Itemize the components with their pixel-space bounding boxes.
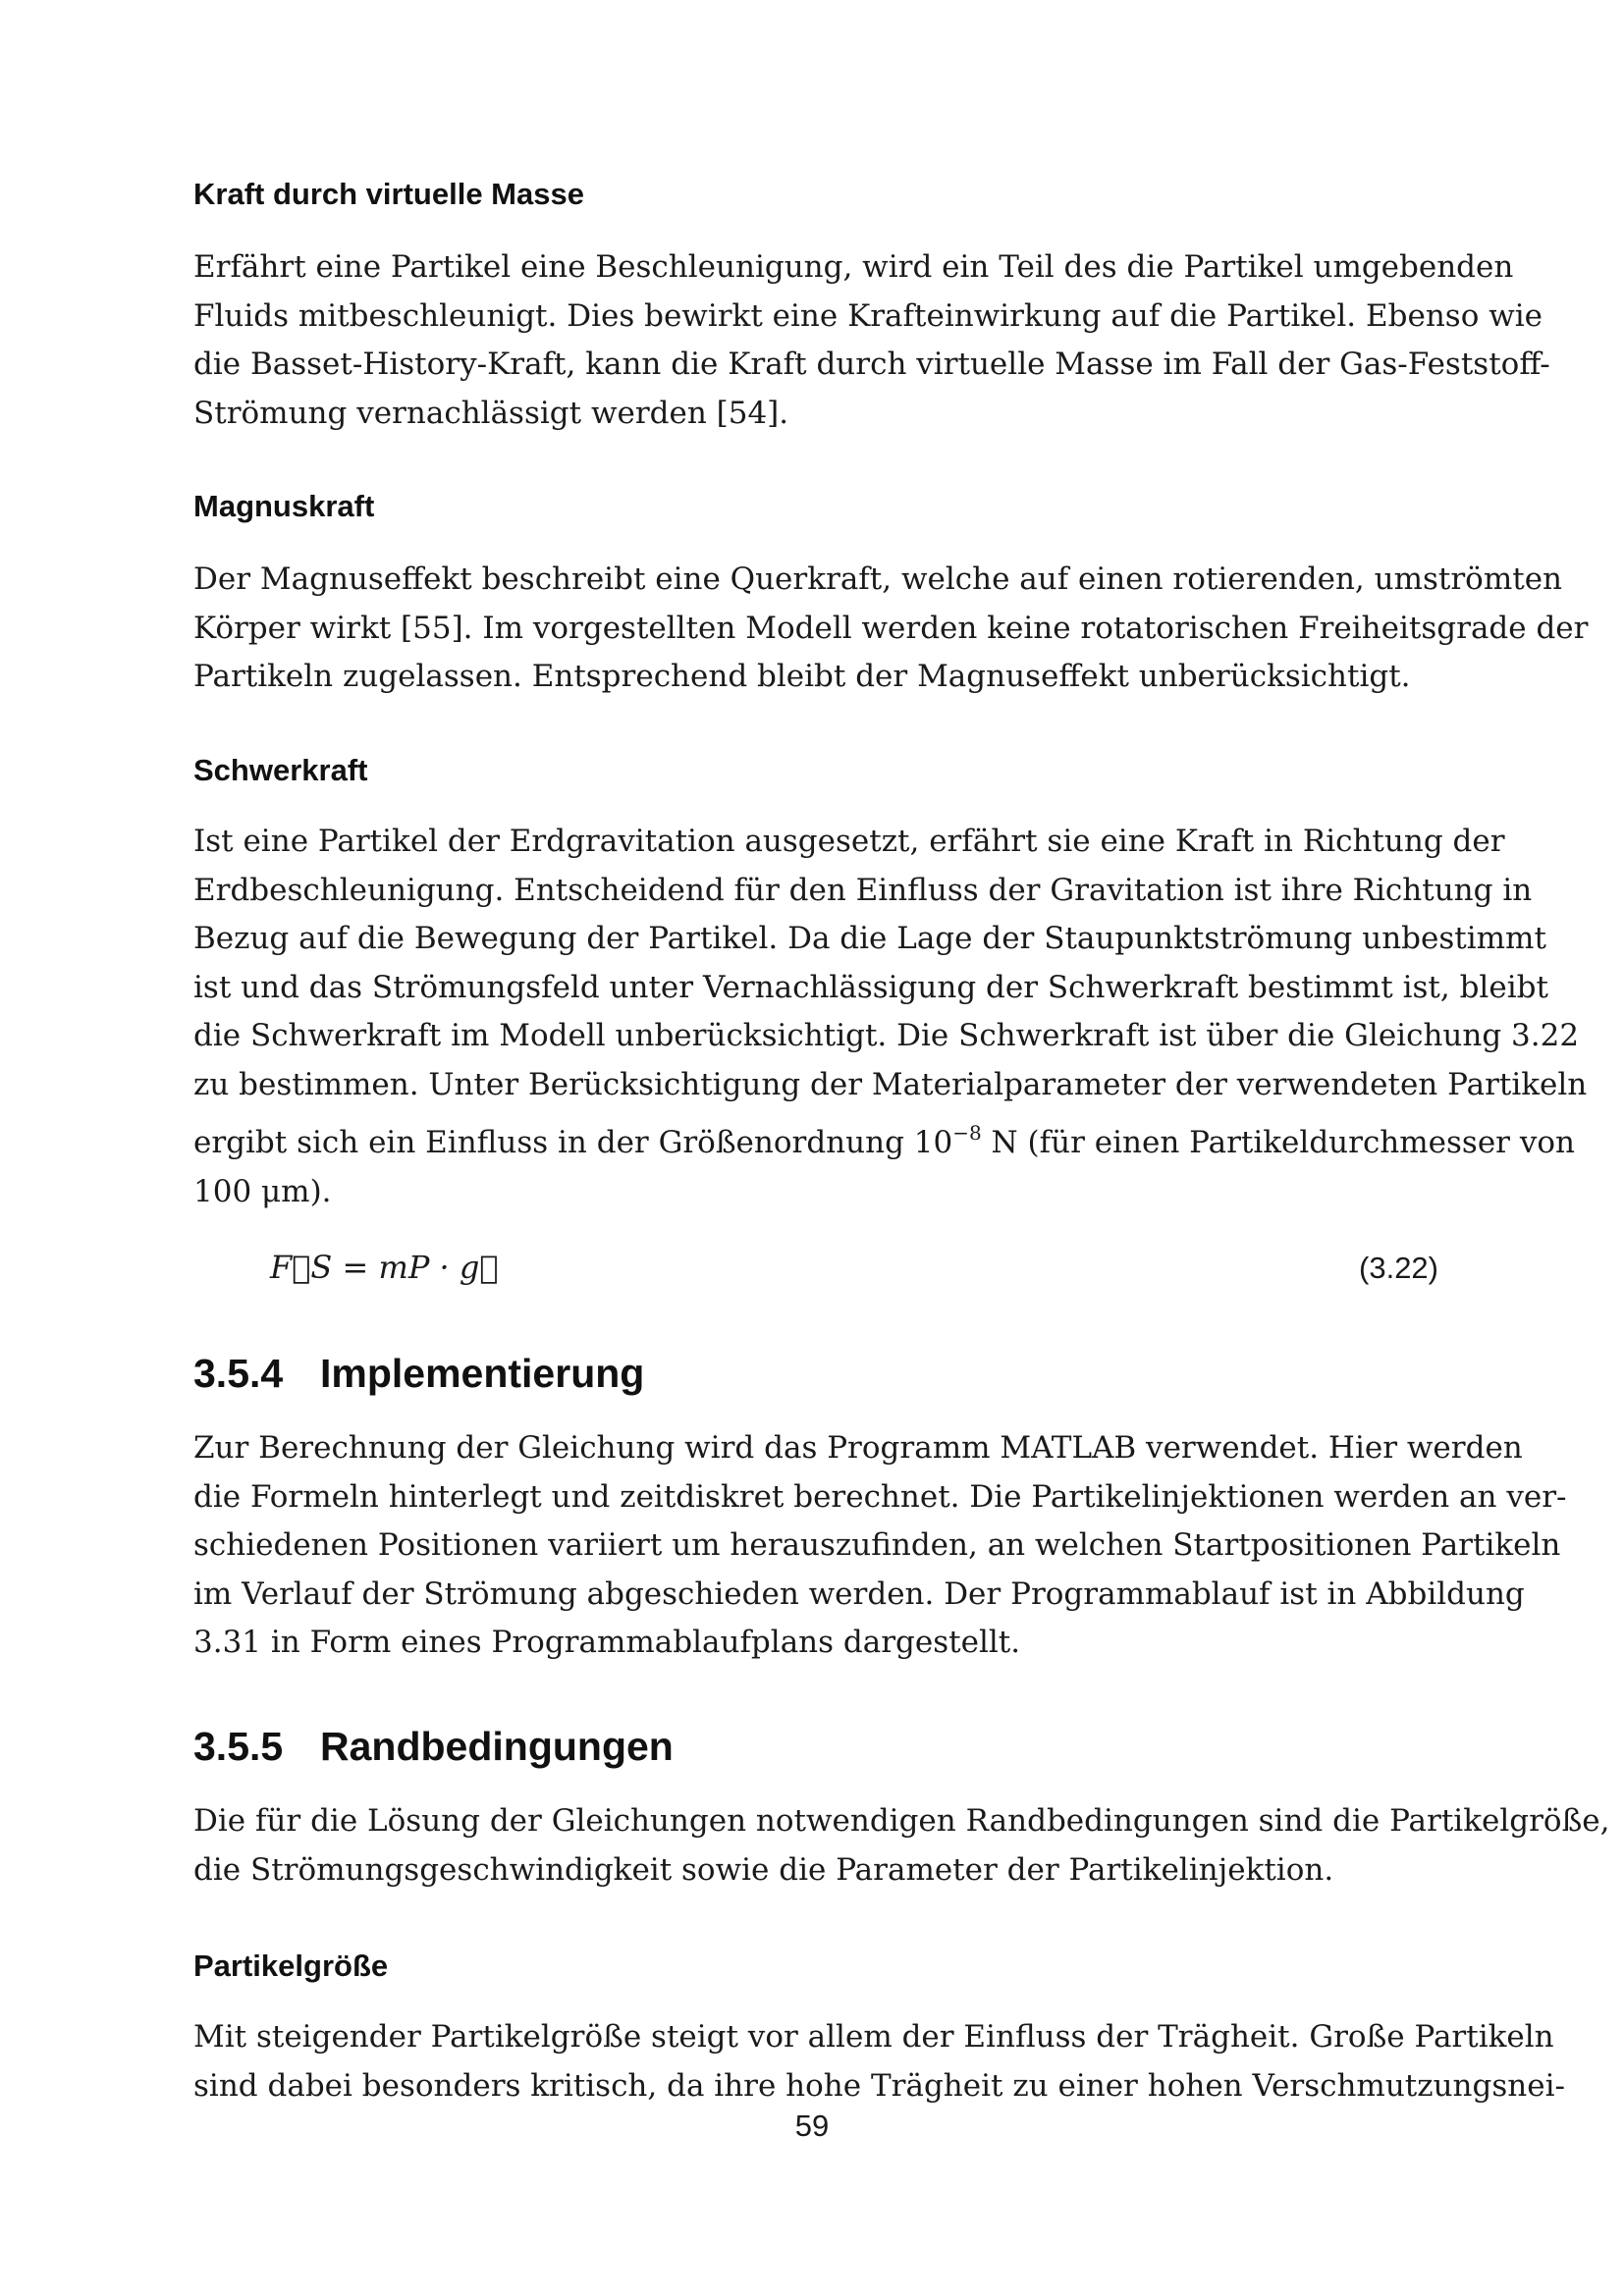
text-fragment: ergibt sich ein Einfluss in der Größenordnung 10 [193,1125,953,1160]
section-title: Randbedingungen [320,1724,674,1769]
paragraph-implementierung [193,1424,1567,1668]
text-line: Der Magnuseffekt beschreibt eine Querkraft, welche auf einen rotierenden, umströmten [193,561,1563,597]
text-line: die Schwerkraft im Modell unberücksichtigt. Die Schwerkraft ist über die Gleichung 3.22 [193,1018,1580,1053]
text-line-with-exponent [193,1109,1575,1168]
equation-number: (3.22) [1359,1251,1438,1285]
paragraph-magnuskraft [193,556,1589,702]
paragraph-virtuelle-masse [193,243,1550,438]
text-line: schiedenen Positionen variiert um herauszufinden, an welchen Startpositionen Partikeln [193,1527,1561,1563]
text-line: Körper wirkt [55]. Im vorgestellten Modell werden keine rotatorischen Freiheitsgrade der [193,610,1589,646]
heading-partikelgroesse: Partikelgröße [193,1949,389,1983]
text-fragment: N (für einen Partikeldurchmesser von [981,1125,1575,1160]
heading-randbedingungen [193,1724,674,1770]
text-line: die Formeln hinterlegt und zeitdiskret berechnet. Die Partikelinjektionen werden an ver- [193,1478,1567,1515]
text-line: Partikeln zugelassen. Entsprechend bleibt der Magnuseffekt unberücksichtigt. [193,659,1411,694]
text-line: sind dabei besonders kritisch, da ihre hohe Trägheit zu einer hohen Verschmutzungsnei- [193,2067,1565,2104]
text-line: die Strömungsgeschwindigkeit sowie die Parameter der Partikelinjektion. [193,1851,1334,1888]
text-line: Fluids mitbeschleunigt. Dies bewirkt eine Krafteinwirkung auf die Partikel. Ebenso wie [193,297,1543,334]
text-line: Strömung vernachlässigt werden [54]. [193,395,789,431]
text-line: 100 μm). [193,1173,332,1209]
text-line: die Basset-History-Kraft, kann die Kraft durch virtuelle Masse im Fall der Gas-Feststoff- [193,347,1550,382]
heading-magnuskraft: Magnuskraft [193,489,375,523]
text-line: Ist eine Partikel der Erdgravitation ausgesetzt, erfährt sie eine Kraft in Richtung der [193,824,1505,859]
text-line: Erfährt eine Partikel eine Beschleunigung, wird ein Teil des die Partikel umgebenden [193,249,1514,285]
section-number: 3.5.5 [193,1724,284,1769]
heading-schwerkraft: Schwerkraft [193,753,368,787]
text-line: Bezug auf die Bewegung der Partikel. Da die Lage der Staupunktströmung unbestimmt [193,921,1546,956]
exponent: −8 [952,1121,982,1145]
section-title: Implementierung [320,1351,645,1396]
section-number: 3.5.4 [193,1351,284,1396]
text-line: im Verlauf der Strömung abgeschieden werden. Der Programmablauf ist in Abbildung [193,1575,1525,1612]
heading-implementierung [193,1351,644,1397]
text-line: Zur Berechnung der Gleichung wird das Programm MATLAB verwendet. Hier werden [193,1430,1523,1466]
text-line: Die für die Lösung der Gleichungen notwendigen Randbedingungen sind die Partikelgröße, [193,1803,1610,1839]
page-number: 59 [794,2109,830,2143]
text-line: Erdbeschleunigung. Entscheidend für den Einfluss der Gravitation ist ihre Richtung in [193,872,1533,908]
paragraph-schwerkraft [193,818,1588,1216]
equation-gravity: F⃗S = mP · g⃗ [270,1249,499,1286]
heading-virtuelle-masse: Kraft durch virtuelle Masse [193,177,584,211]
paragraph-partikelgroesse [193,2013,1565,2110]
text-line: Mit steigender Partikelgröße steigt vor allem der Einfluss der Trägheit. Große Partikeln [193,2019,1554,2055]
text-line: 3.31 in Form eines Programmablaufplans dargestellt. [193,1625,1021,1660]
paragraph-randbedingungen [193,1797,1610,1895]
text-line: zu bestimmen. Unter Berücksichtigung der Materialparameter der verwendeten Partikeln [193,1066,1588,1102]
text-line: ist und das Strömungsfeld unter Vernachlässigung der Schwerkraft bestimmt ist, bleibt [193,969,1548,1005]
